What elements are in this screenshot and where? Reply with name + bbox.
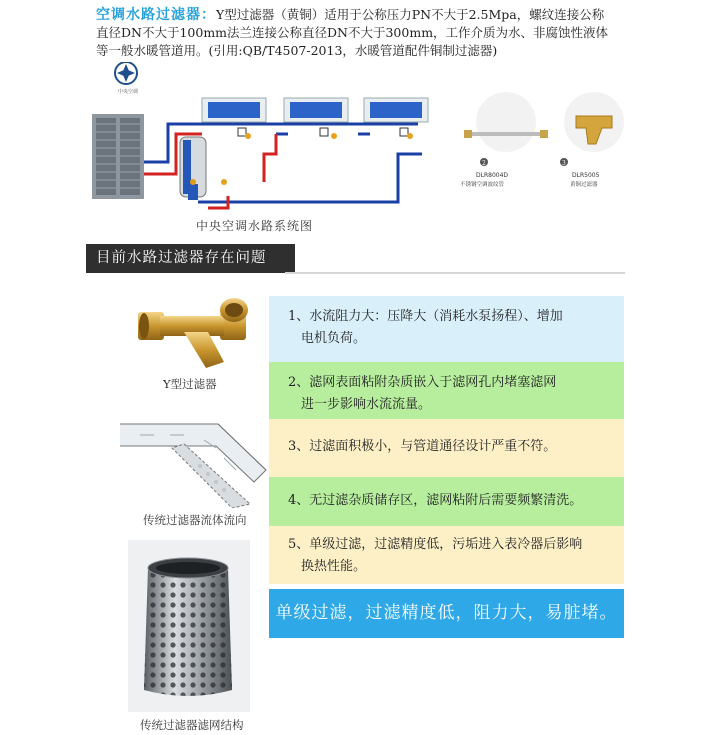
problem-line: 2、滤网表面粘附杂质嵌入于滤网孔内堵塞滤网: [288, 375, 557, 390]
problem-line: 换热性能。: [301, 559, 367, 574]
problem-item: [269, 477, 624, 526]
problem-item: [269, 526, 624, 584]
problem-line: 1、水流阻力大：压降大（消耗水泵扬程）、增加: [288, 309, 563, 324]
product-name: 不锈钢空调波纹管: [460, 182, 505, 188]
intro-highlight: 空调水路过滤器：: [96, 7, 216, 23]
section-title: 目前水路过滤器存在问题: [86, 244, 295, 273]
fan-coil-unit-icon: [202, 98, 428, 136]
flow-direction-image: [120, 418, 270, 512]
product-number: 3: [562, 160, 566, 167]
mesh-structure-image: [128, 540, 250, 716]
section-divider: [285, 272, 625, 274]
mesh-caption: 传统过滤器滤网结构: [140, 718, 244, 732]
problem-line: 4、无过滤杂质储存区，滤网粘附后需要频繁清洗。: [288, 493, 583, 508]
brass-filter-product: [560, 92, 624, 188]
flow-caption: 传统过滤器流体流向: [143, 513, 247, 527]
problem-line: 5、单级过滤，过滤精度低，污垢进入表冷器后影响: [288, 537, 583, 552]
problem-item: [269, 296, 624, 362]
problem-item: [269, 419, 624, 477]
hvac-system-diagram: [88, 62, 648, 227]
intro-text: Y型过滤器（黄铜）适用于公称压力PN不大于2.5Mpa，螺纹连接公称直径DN不大于100mm法兰连接公称直径DN不大于300mm，工作介质为水、非腐蚀性液体等一般水暖管道用。(引用:QB/T4507-2013，水暖管道配件铜制过滤器): [96, 7, 609, 58]
brand-logo-icon: [115, 62, 137, 84]
diagram-caption: 中央空调水路系统图: [196, 219, 314, 233]
y-filter-caption: Y型过滤器: [163, 377, 217, 391]
diagram-drawing: [88, 62, 648, 227]
problem-item: [269, 362, 624, 419]
problem-line: 进一步影响水流流量。: [301, 397, 432, 412]
problem-line: 3、过滤面积极小，与管道通径设计严重不符。: [288, 439, 557, 454]
y-filter-image: [132, 288, 252, 374]
product-code: DLR8004D: [476, 172, 509, 179]
intro-paragraph: [96, 6, 616, 60]
corrugated-hose-product: [460, 92, 548, 188]
outdoor-unit-icon: [92, 114, 144, 199]
problem-line: 电机负荷。: [301, 331, 367, 346]
product-name: 黄铜过滤器: [570, 182, 598, 188]
summary-banner: 单级过滤，过滤精度低，阻力大，易脏堵。: [269, 589, 624, 638]
product-code: DLR5005: [572, 172, 600, 179]
logo-text: 中央空调: [118, 89, 139, 95]
product-number: 2: [482, 160, 486, 167]
